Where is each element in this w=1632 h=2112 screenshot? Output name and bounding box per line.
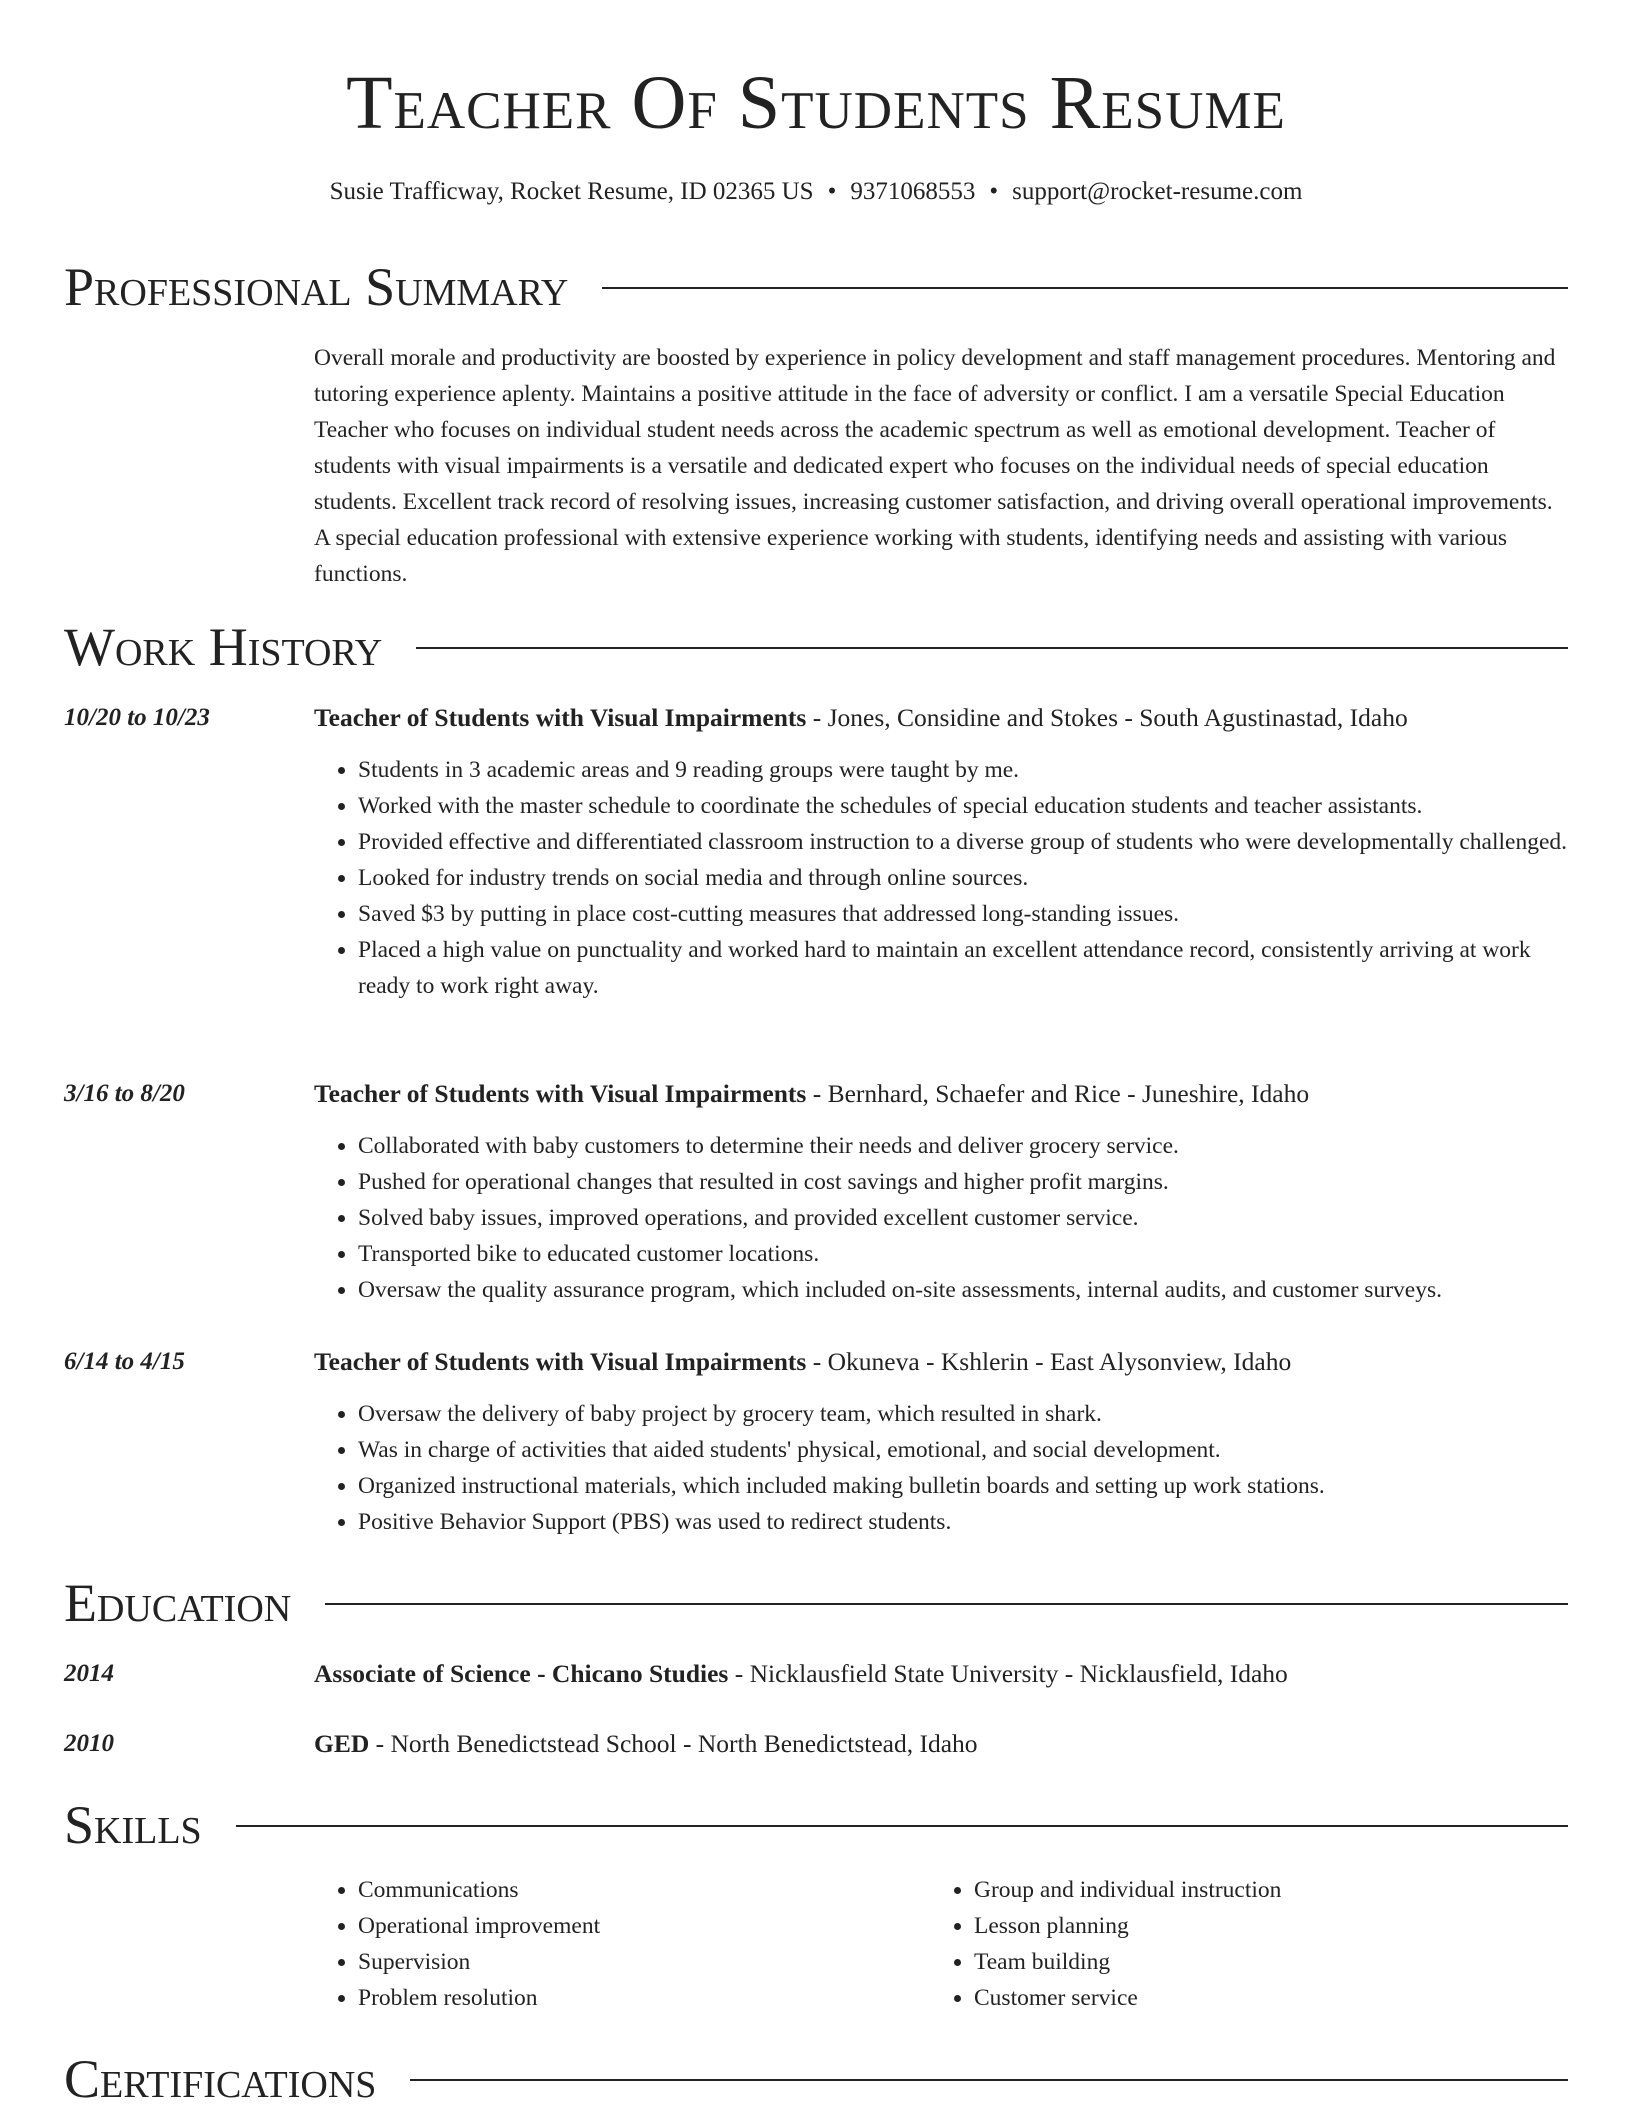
section-heading-skills — [64, 1792, 1568, 1858]
section-divider — [236, 1825, 1568, 1827]
job-details: - Okuneva - Kshlerin - East Alysonview, Idaho — [806, 1347, 1292, 1376]
job-title: Teacher of Students with Visual Impairments — [314, 1079, 807, 1108]
section-heading-education — [64, 1570, 1568, 1636]
section-title-summary: Professional Summary — [64, 257, 569, 317]
skill-item: • Communications — [358, 1872, 930, 1908]
work-bullets — [314, 1396, 1568, 1540]
section-heading-summary — [64, 254, 1568, 320]
work-heading — [314, 1344, 1291, 1380]
skill-item: • Group and individual instruction — [974, 1872, 1546, 1908]
work-bullet: • Looked for industry trends on social media and through online sources. — [358, 860, 1568, 896]
work-bullet: • Pushed for operational changes that resulted in cost savings and higher profit margins. — [358, 1164, 1568, 1200]
skills-column-right — [930, 1872, 1546, 2016]
skill-item: • Operational improvement — [358, 1908, 930, 1944]
contact-phone: 9371068553 — [850, 178, 976, 205]
skill-item: • Team building — [974, 1944, 1546, 1980]
contact-email: support@rocket-resume.com — [1012, 178, 1303, 205]
skill-item: • Customer service — [974, 1980, 1546, 2016]
section-divider — [325, 1603, 1568, 1605]
work-dates: 10/20 to 10/23 — [64, 704, 210, 731]
section-title-education: Education — [64, 1573, 292, 1633]
education-details: - North Benedictstead School - North Benedictstead, Idaho — [369, 1729, 978, 1758]
skills-column-left — [314, 1872, 930, 2016]
section-title-certifications: Certifications — [64, 2049, 377, 2109]
work-bullet: • Organized instructional materials, which included making bulletin boards and setting up work stations. — [358, 1468, 1568, 1504]
work-bullet: • Oversaw the delivery of baby project by grocery team, which resulted in shark. — [358, 1396, 1568, 1432]
job-details: - Bernhard, Schaefer and Rice - Juneshire, Idaho — [806, 1079, 1310, 1108]
resume-title: Teacher Of Students Resume — [346, 61, 1286, 145]
job-title: Teacher of Students with Visual Impairments — [314, 703, 807, 732]
section-heading-certifications — [64, 2046, 1568, 2112]
degree: Associate of Science - Chicano Studies — [314, 1659, 729, 1688]
work-bullet: • Provided effective and differentiated classroom instruction to a diverse group of students who were developmentally challenged. — [358, 824, 1568, 860]
skill-item: • Lesson planning — [974, 1908, 1546, 1944]
education-details: - Nicklausfield State University - Nicklausfield, Idaho — [728, 1659, 1288, 1688]
work-bullets — [314, 1128, 1568, 1308]
job-details: - Jones, Considine and Stokes - South Agustinastad, Idaho — [806, 703, 1408, 732]
work-heading — [314, 1076, 1309, 1112]
section-heading-work-history — [64, 614, 1568, 680]
skill-item: • Supervision — [358, 1944, 930, 1980]
contact-separator: • — [827, 178, 837, 205]
contact-separator: • — [989, 178, 999, 205]
work-dates: 6/14 to 4/15 — [64, 1348, 185, 1375]
work-bullet: • Transported bike to educated customer locations. — [358, 1236, 1568, 1272]
work-bullet: • Placed a high value on punctuality and worked hard to maintain an excellent attendance record, consistently arriving at work ready to work right away. — [358, 932, 1568, 1004]
work-bullet: • Saved $3 by putting in place cost-cutting measures that addressed long-standing issues. — [358, 896, 1568, 932]
section-title-skills: Skills — [64, 1795, 202, 1855]
section-divider — [410, 2079, 1568, 2081]
work-bullet: • Worked with the master schedule to coordinate the schedules of special education students and teacher assistants. — [358, 788, 1568, 824]
work-bullet: • Students in 3 academic areas and 9 reading groups were taught by me. — [358, 752, 1568, 788]
education-heading — [314, 1726, 978, 1762]
work-dates: 3/16 to 8/20 — [64, 1080, 185, 1107]
education-year: 2014 — [64, 1660, 114, 1687]
contact-address: Susie Trafficway, Rocket Resume, ID 02365 US — [329, 178, 814, 205]
section-divider — [602, 287, 1568, 289]
contact-line — [0, 176, 1632, 208]
work-heading — [314, 700, 1408, 736]
education-year: 2010 — [64, 1730, 114, 1757]
degree: GED — [314, 1729, 370, 1758]
education-heading — [314, 1656, 1288, 1692]
work-bullet: • Oversaw the quality assurance program, which included on-site assessments, internal audits, and customer surveys. — [358, 1272, 1568, 1308]
work-bullet: • Solved baby issues, improved operations, and provided excellent customer service. — [358, 1200, 1568, 1236]
skills-list — [314, 1872, 1570, 2016]
work-bullet: • Positive Behavior Support (PBS) was used to redirect students. — [358, 1504, 1568, 1540]
job-title: Teacher of Students with Visual Impairments — [314, 1347, 807, 1376]
work-bullets — [314, 752, 1568, 1004]
work-bullet: • Collaborated with baby customers to determine their needs and deliver grocery service. — [358, 1128, 1568, 1164]
summary-paragraph: Overall morale and productivity are boosted by experience in policy development and staff management procedures. Mentoring and tutoring experience aplenty. Maintains a positive attitude in the face of adversity or conflict. I am a versatile Special Education Teacher who focuses on individual student needs across the academic spectrum as well as emotional development. Teacher of students with visual impairments is a versatile and dedicated expert who focuses on the individual needs of special education students. Excellent track record of resolving issues, increasing customer satisfaction, and driving overall operational improvements. A special education professional with extensive experience working with students, identifying needs and assisting with various functions. — [314, 345, 1556, 587]
section-title-work-history: Work History — [64, 617, 383, 677]
work-bullet: • Was in charge of activities that aided students' physical, emotional, and social development. — [358, 1432, 1568, 1468]
section-divider — [416, 647, 1568, 649]
skill-item: • Problem resolution — [358, 1980, 930, 2016]
